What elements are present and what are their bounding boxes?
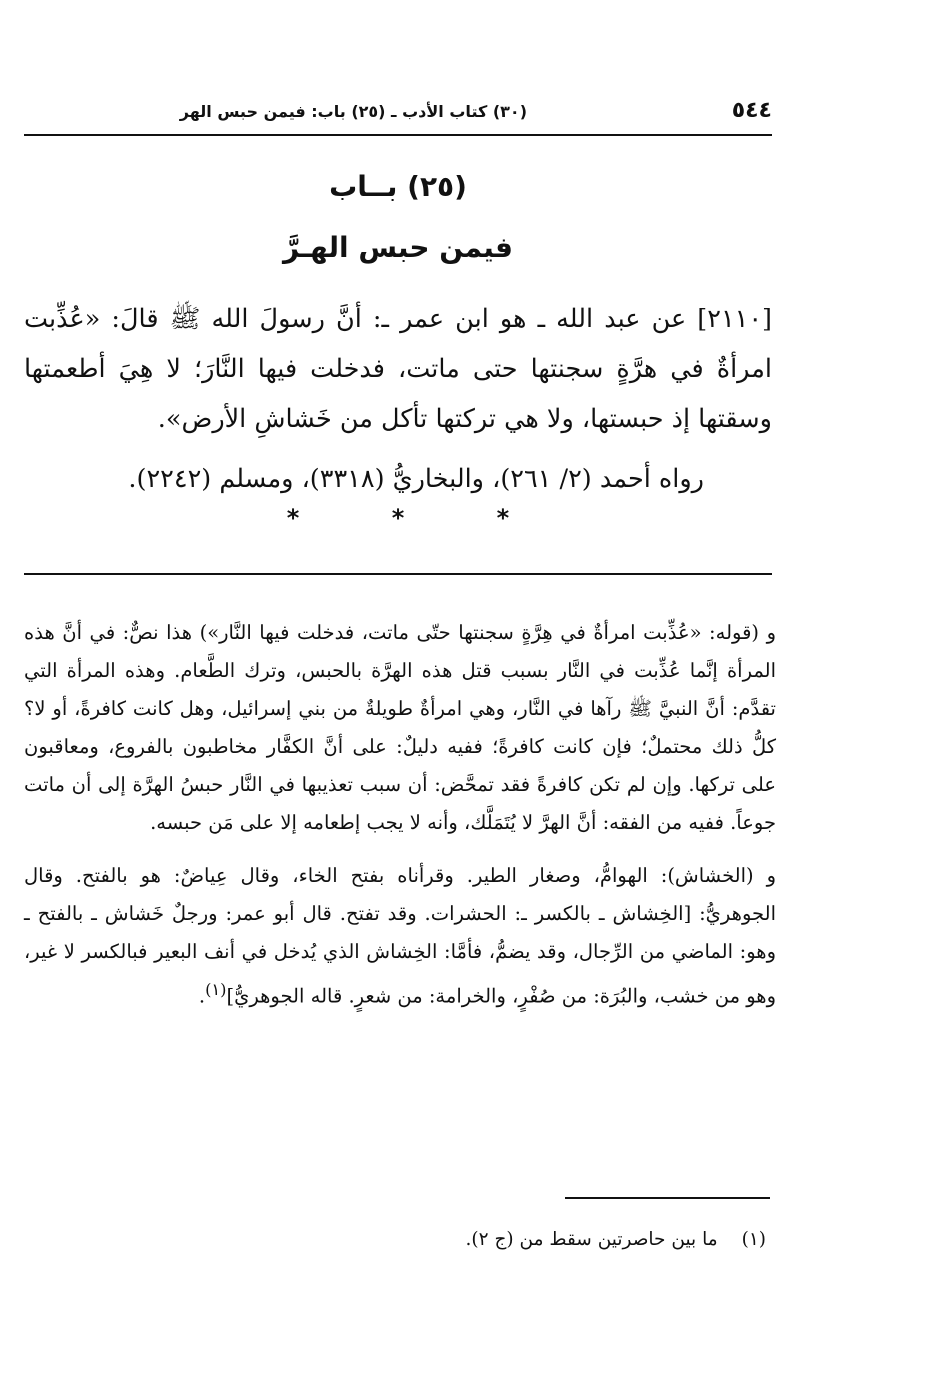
page-number: ٥٤٤: [731, 98, 772, 123]
header-divider: [24, 134, 772, 136]
section-separator: [24, 504, 772, 532]
commentary-block: [24, 614, 776, 1016]
chapter-title: فيمن حبس الهـرَّ: [282, 231, 513, 264]
commentary-divider: [24, 573, 772, 575]
commentary-paragraph-text: و (الخشاش): الهوامُّ، وصغار الطير. وقرأناه بفتح الخاء، وقال عِياضٌ: هو بالفتح. وقال الجوهريُّ: [الخِشاش ـ بالكسر ـ: الحشرات. وقد تفتح. قال أبو عمر: ورجلٌ خَشاش ـ بالفتح ـ وهو: الماضي من الرِّجال، وقد يضمُّ، فأمَّا: الخِشاش الذي يُدخل في أنف البعير فبالكسر لا غير، وهو من خشب، والبُرَة: من صُفْرٍ، والخرامة: من شعرٍ. قاله الجوهريُّ]: [24, 864, 776, 1008]
commentary-paragraph: [24, 857, 776, 1016]
chapter-number: (٢٥) بــاب: [329, 170, 467, 203]
hadith-riwaya: رواه أحمد (٢/ ٢٦١)، والبخاريُّ (٣٣١٨)، ومسلم (٢٢٤٢).: [128, 464, 704, 494]
running-title: (٣٠) كتاب الأدب ـ (٢٥) باب: فيمن حبس الهر: [179, 102, 527, 121]
hadith-block: [24, 294, 772, 504]
hadith-text: [٢١١٠] عن عبد الله ـ هو ابن عمر ـ: أنَّ رسولَ الله ﷺ قالَ: «عُذِّبت امرأةٌ في هرَّةٍ سجنتها حتى ماتت، فدخلت فيها النَّارَ؛ لا هِيَ أطعمتها وسقتها إذ حبستها، ولا هي تركتها تأكل من خَشاشِ الأرض».: [24, 304, 772, 434]
footnote-marker: (١): [741, 1229, 766, 1250]
separator-star: *: [391, 504, 405, 532]
running-header: [24, 98, 772, 130]
commentary-paragraph: و (قوله: «عُذِّبت امرأةٌ في هِرَّةٍ سجنتها حتّى ماتت، فدخلت فيها النَّار») هذا نصٌّ: في أنَّ هذه المرأة إنَّما عُذِّبت في النَّار بسبب قتل هذه الهرَّة بالحبس، وترك الطَّعام. وهذه المرأة التي تقدَّم: أنَّ النبيَّ ﷺ رآها في النَّار، وهي امرأةٌ طويلةٌ من بني إسرائيل، وهل كانت كافرةً، أو لا؟ كلُّ ذلك محتملٌ؛ فإن كانت كافرةً؛ ففيه دليلٌ: على أنَّ الكفَّار مخاطبون بالفروع، ومعاقبون على تركها. وإن لم تكن كافرةً فقد تمحَّض: أن سبب تعذيبها في النَّار حبسُ الهرَّة إلى أن ماتت جوعاً. ففيه من الفقه: أنَّ الهرَّ لا يُتَمَلَّك، وأنه لا يجب إطعامه إلا على مَن حبسه.: [24, 621, 776, 834]
separator-star: *: [286, 504, 300, 532]
footnote-text: ما بين حاصرتين سقط من (ج ٢).: [465, 1229, 718, 1250]
footnote-reference: (١): [205, 980, 227, 999]
footnote: [24, 1222, 772, 1258]
commentary-paragraph-end: .: [198, 984, 206, 1008]
footnote-divider: [565, 1197, 770, 1199]
separator-star: *: [496, 504, 510, 532]
